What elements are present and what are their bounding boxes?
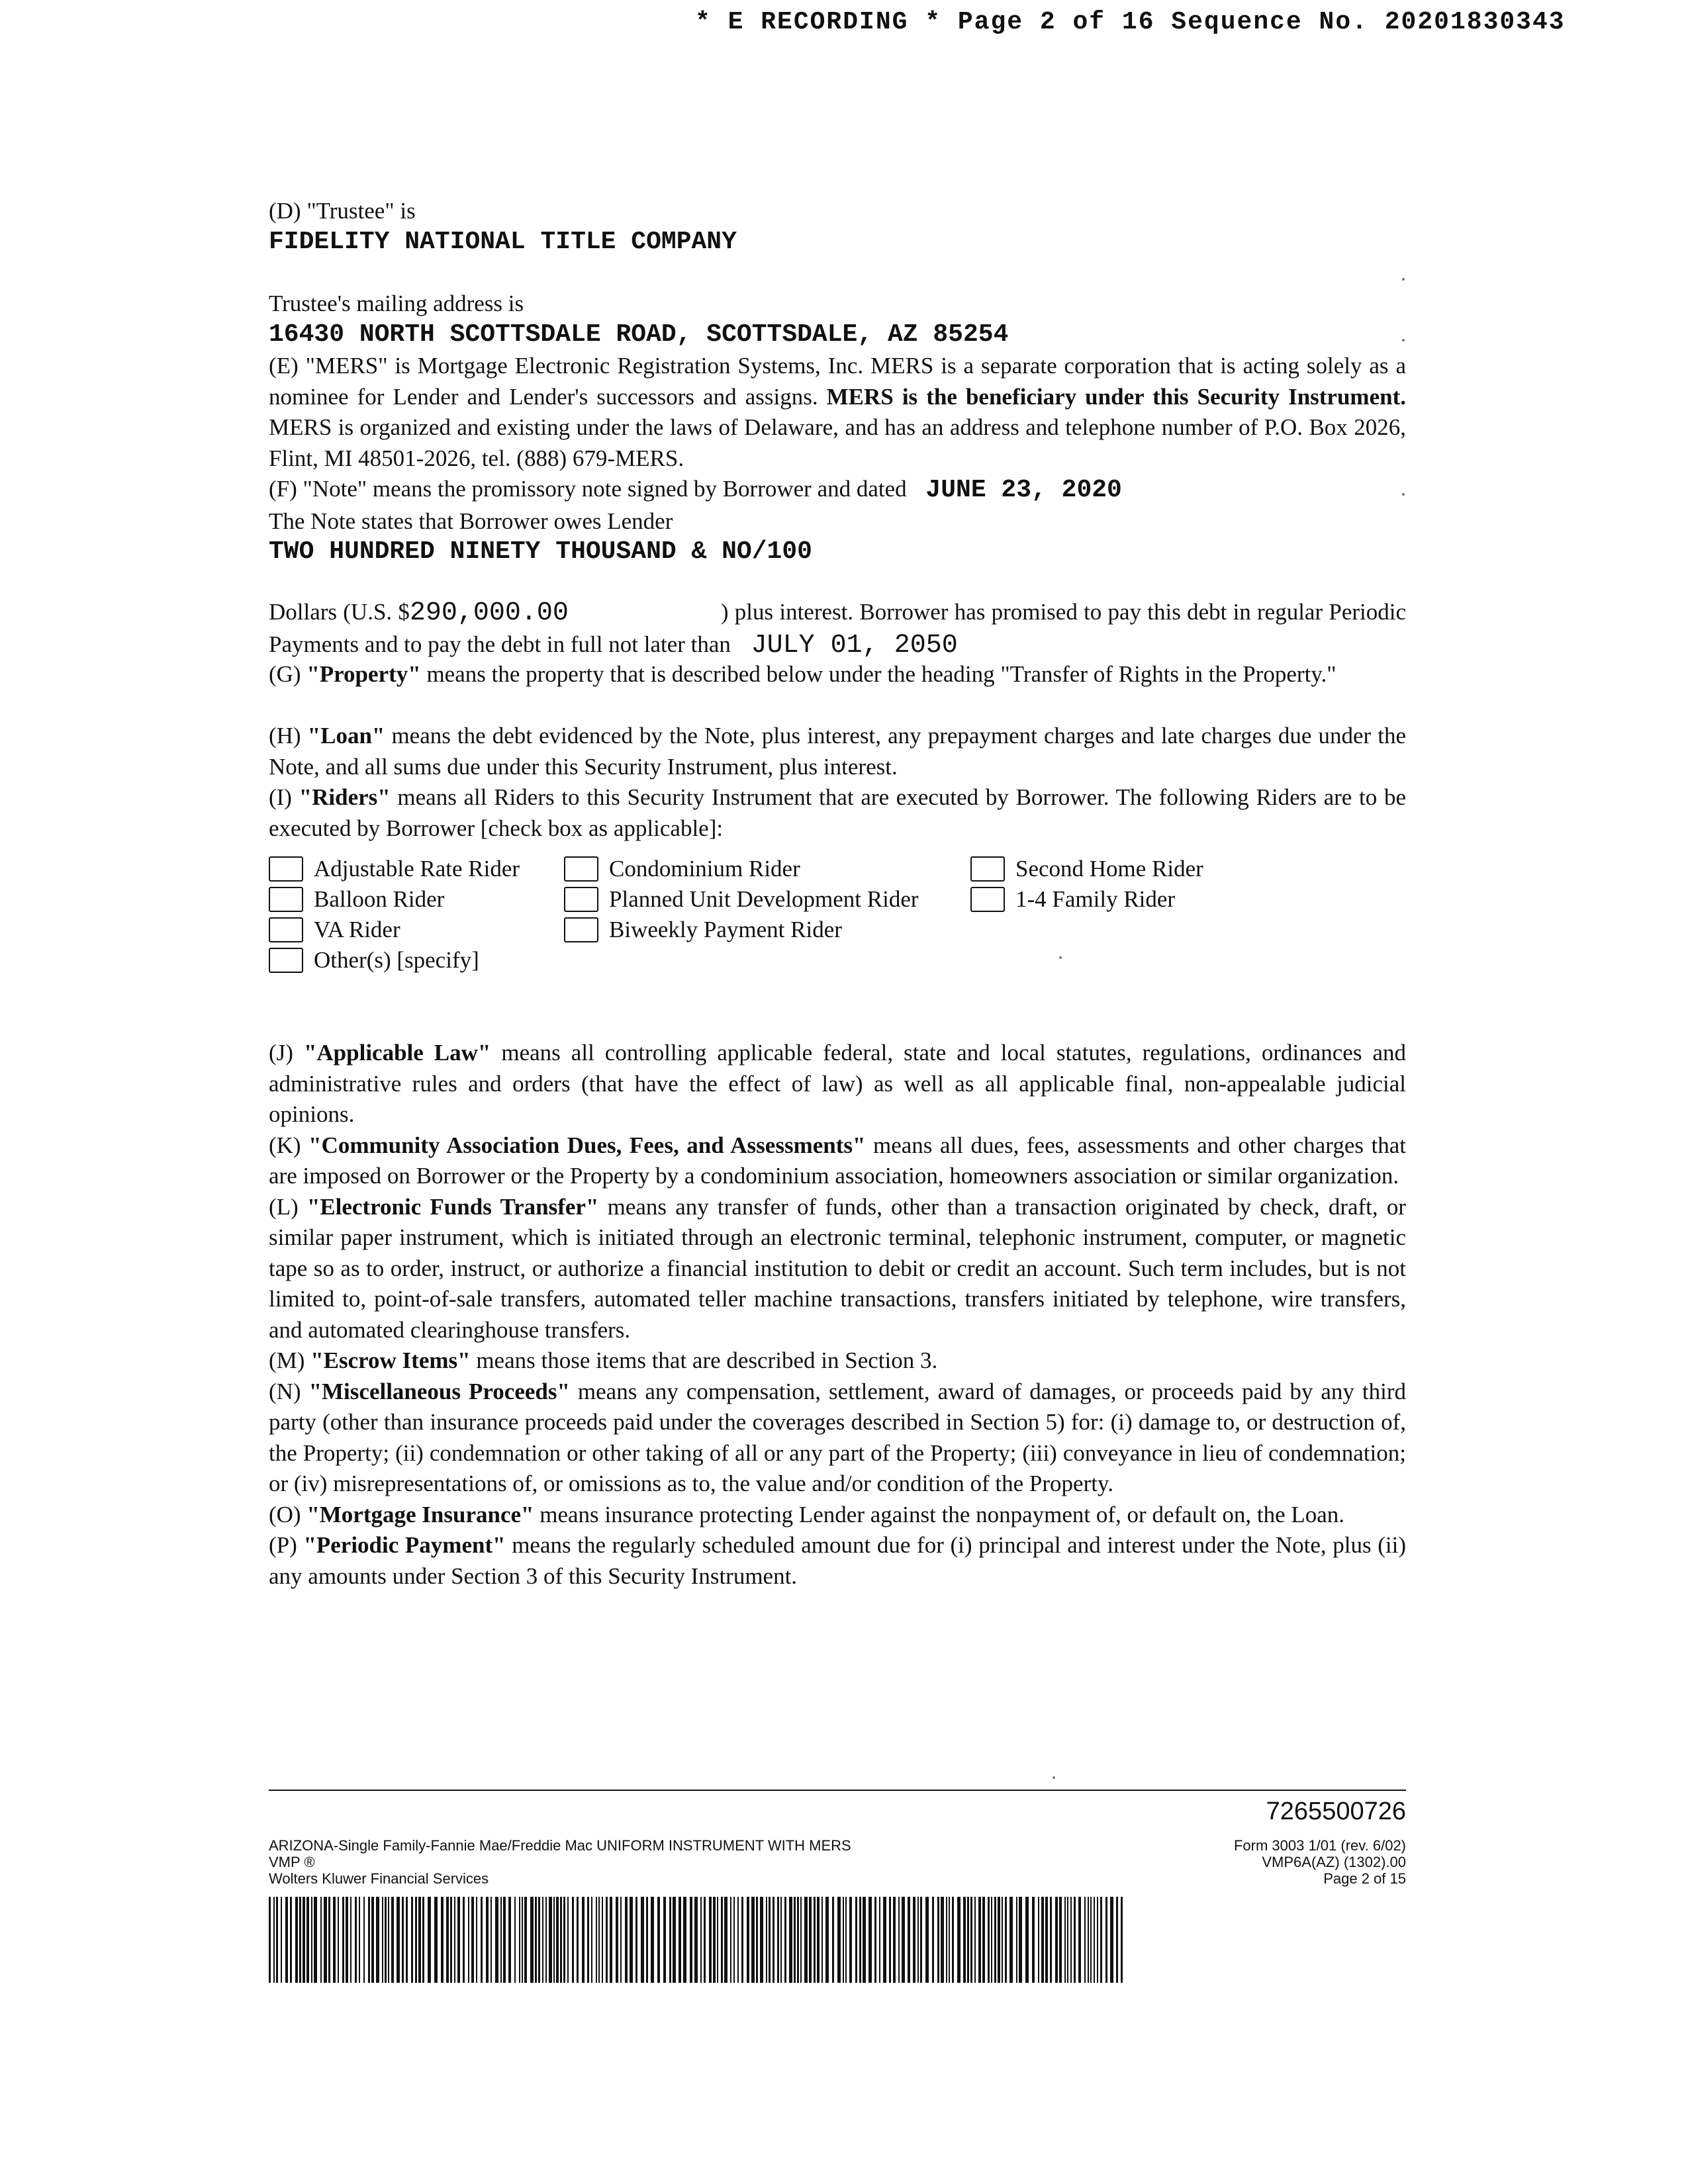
barcode-bar <box>635 1897 637 1983</box>
checkbox-other[interactable] <box>269 948 303 973</box>
barcode-bar <box>500 1897 502 1983</box>
barcode-bar <box>784 1897 786 1983</box>
barcode-bar <box>994 1897 996 1983</box>
rider-condominium[interactable] <box>564 854 800 885</box>
definition-periodic-payment <box>269 1530 1406 1592</box>
scan-speck <box>1402 278 1405 281</box>
barcode-bar <box>476 1897 477 1983</box>
barcode-bar <box>457 1897 460 1983</box>
rider-pud[interactable] <box>564 884 919 915</box>
barcode-bar <box>1070 1897 1072 1983</box>
barcode-bar <box>917 1897 919 1983</box>
definition-prefix: (P) <box>269 1532 304 1558</box>
note-amount-words: TWO HUNDRED NINETY THOUSAND & NO/100 <box>269 537 812 566</box>
barcode-bar <box>1045 1897 1048 1983</box>
barcode-bar <box>598 1897 600 1983</box>
barcode-bar <box>382 1897 383 1983</box>
barcode-bar <box>514 1897 516 1983</box>
definition-term: "Periodic Payment" <box>303 1532 506 1558</box>
mers-lead: (E) "MERS" is Mortgage Electronic Registration Systems, Inc. MERS is a separate corporation that is acting solely as a nominee for Lender and Lender's successors and assigns. <box>269 353 1406 410</box>
barcode-bar <box>657 1897 660 1983</box>
barcode-bar <box>1016 1897 1017 1983</box>
barcode-bar <box>553 1897 555 1983</box>
trustee-address: 16430 NORTH SCOTTSDALE ROAD, SCOTTSDALE, AZ 85254 <box>269 320 1009 349</box>
barcode-graphic <box>269 1897 1123 1983</box>
barcode-bar <box>1019 1897 1022 1983</box>
barcode-bar <box>713 1897 716 1983</box>
barcode-bar <box>616 1897 618 1983</box>
barcode-bar <box>1121 1897 1123 1983</box>
checkbox-second-home[interactable] <box>970 856 1005 882</box>
barcode-bar <box>530 1897 534 1983</box>
barcode-bar <box>560 1897 562 1983</box>
barcode-bar <box>797 1897 799 1983</box>
definition-prefix: (N) <box>269 1378 309 1404</box>
barcode-bar <box>777 1897 779 1983</box>
barcode-bar <box>898 1897 900 1983</box>
checkbox-condominium[interactable] <box>564 856 598 882</box>
barcode-bar <box>1025 1897 1029 1983</box>
barcode-bar <box>669 1897 671 1983</box>
barcode-bar <box>952 1897 954 1983</box>
barcode-bar <box>651 1897 654 1983</box>
barcode-bar <box>1032 1897 1035 1983</box>
barcode-bar <box>1088 1897 1089 1983</box>
checkbox-va[interactable] <box>269 917 303 942</box>
barcode-bar <box>747 1897 749 1983</box>
definition-applicable-law <box>269 1038 1406 1130</box>
barcode-bar <box>1078 1897 1081 1983</box>
barcode-bar <box>606 1897 608 1983</box>
definition-term: "Community Association Dues, Fees, and Assessments" <box>308 1132 866 1158</box>
rider-label: VA Rider <box>314 917 400 942</box>
riders-text: means all Riders to this Security Instrument that are executed by Borrower. The following Riders are to be executed by Borrower [check box as applicable]: <box>269 784 1406 841</box>
property-term: "Property" <box>306 661 421 687</box>
note-amount: 290,000.00 <box>409 598 569 628</box>
barcode-bar <box>1097 1897 1098 1983</box>
barcode-bar <box>519 1897 520 1983</box>
barcode-bar <box>988 1897 990 1983</box>
barcode-bar <box>368 1897 370 1983</box>
barcode-bar <box>978 1897 981 1983</box>
barcode-bar <box>591 1897 592 1983</box>
barcode-bar <box>694 1897 698 1983</box>
barcode-bar <box>441 1897 444 1983</box>
barcode-bar <box>760 1897 763 1983</box>
barcode-bar <box>495 1897 498 1983</box>
barcode-bar <box>974 1897 976 1983</box>
barcode-bar <box>925 1897 929 1983</box>
trustee-name: FIDELITY NATIONAL TITLE COMPANY <box>269 227 737 256</box>
barcode-bar <box>1055 1897 1058 1983</box>
form-description <box>269 1837 851 1887</box>
dollars-suffix: ) plus interest. Borrower has promised to pay this debt in regular Periodic Payments and to pay the debt in full not later than <box>269 599 1406 657</box>
scan-speck <box>1402 493 1405 496</box>
scan-speck <box>1059 956 1062 959</box>
loan-number: 7265500726 <box>1266 1797 1406 1825</box>
barcode-bar <box>908 1897 910 1983</box>
barcode-bar <box>391 1897 394 1983</box>
barcode-bar <box>730 1897 731 1983</box>
barcode-bar <box>563 1897 565 1983</box>
barcode-bar <box>883 1897 886 1983</box>
barcode-bar <box>1041 1897 1044 1983</box>
barcode-bar <box>1064 1897 1066 1983</box>
barcode-bar <box>276 1897 278 1983</box>
barcode-bar <box>733 1897 735 1983</box>
definition-term: "Electronic Funds Transfer" <box>306 1193 599 1220</box>
definition-eft <box>269 1192 1406 1346</box>
barcode-bar <box>468 1897 469 1983</box>
barcode-bar <box>1009 1897 1013 1983</box>
barcode-bar <box>814 1897 816 1983</box>
barcode-bar <box>1090 1897 1092 1983</box>
definition-term: "Escrow Items" <box>310 1347 471 1373</box>
barcode-bar <box>1038 1897 1039 1983</box>
barcode-bar <box>845 1897 847 1983</box>
checkbox-1-4-family[interactable] <box>970 887 1005 912</box>
rider-second-home[interactable] <box>970 854 1203 885</box>
barcode-bar <box>721 1897 723 1983</box>
note-owes: The Note states that Borrower owes Lender <box>269 508 673 534</box>
barcode-bar <box>1074 1897 1076 1983</box>
barcode-bar <box>314 1897 317 1983</box>
barcode-bar <box>957 1897 961 1983</box>
barcode-bar <box>602 1897 603 1983</box>
definition-text: means all dues, fees, assessments and other charges that are imposed on Borrower or the Property by a condominium association, homeowners association or similar organization. <box>269 1132 1407 1189</box>
property-definition <box>269 659 1406 690</box>
barcode-bar <box>941 1897 944 1983</box>
definition-term: "Mortgage Insurance" <box>306 1501 534 1527</box>
barcode-bar <box>454 1897 455 1983</box>
barcode-bar <box>545 1897 547 1983</box>
recording-stamp: * E RECORDING * Page 2 of 16 Sequence No. 20201830343 <box>695 8 1566 36</box>
barcode-bar <box>422 1897 424 1983</box>
definition-prefix: (J) <box>269 1040 304 1066</box>
barcode-bar <box>428 1897 431 1983</box>
barcode-bar <box>610 1897 612 1983</box>
barcode-bar <box>646 1897 648 1983</box>
barcode-bar <box>967 1897 969 1983</box>
barcode-bar <box>641 1897 644 1983</box>
barcode-bar <box>522 1897 523 1983</box>
definition-prefix: (K) <box>269 1132 309 1158</box>
barcode-bar <box>434 1897 438 1983</box>
barcode-bar <box>577 1897 579 1983</box>
form-line-3: Wolters Kluwer Financial Services <box>269 1870 489 1887</box>
barcode-bar <box>855 1897 857 1983</box>
loan-text: means the debt evidenced by the Note, plus interest, any prepayment charges and late charges due under the Note, and all sums due under this Security Instrument, plus interest. <box>269 723 1406 780</box>
loan-term: "Loan" <box>307 723 385 749</box>
barcode-bar <box>486 1897 489 1983</box>
barcode-bar <box>673 1897 676 1983</box>
rider-adjustable-rate[interactable] <box>269 854 520 885</box>
barcode-bar <box>359 1897 360 1983</box>
riders-definition <box>269 782 1406 844</box>
rider-label: Balloon Rider <box>314 886 445 912</box>
definition-text: means insurance protecting Lender against the nonpayment of, or default on, the Loan. <box>534 1501 1345 1527</box>
rider-label: Second Home Rider <box>1015 856 1203 882</box>
rider-label: 1-4 Family Rider <box>1015 886 1176 912</box>
barcode-bar <box>471 1897 474 1983</box>
barcode-bar <box>849 1897 852 1983</box>
barcode-bar <box>388 1897 389 1983</box>
note-lead: (F) "Note" means the promissory note signed by Borrower and dated <box>269 476 907 502</box>
barcode-bar <box>982 1897 985 1983</box>
barcode-bar <box>879 1897 880 1983</box>
barcode-bar <box>932 1897 934 1983</box>
barcode-bar <box>596 1897 597 1983</box>
barcode-bar <box>363 1897 365 1983</box>
barcode-bar <box>874 1897 876 1983</box>
barcode-bar <box>780 1897 782 1983</box>
definition-community-dues <box>269 1130 1406 1192</box>
barcode-bar <box>346 1897 348 1983</box>
barcode-bar <box>949 1897 950 1983</box>
barcode-bar <box>630 1897 633 1983</box>
barcode-bar <box>1005 1897 1007 1983</box>
barcode-bar <box>717 1897 718 1983</box>
trustee-label: (D) "Trustee" is <box>269 198 416 224</box>
barcode-bar <box>311 1897 312 1983</box>
barcode-bar <box>863 1897 866 1983</box>
barcode-bar <box>411 1897 413 1983</box>
barcode-bar <box>741 1897 743 1983</box>
trustee-address-label: Trustee's mailing address is <box>269 291 524 316</box>
barcode-bar <box>837 1897 841 1983</box>
barcode-bar <box>804 1897 808 1983</box>
barcode-bar <box>663 1897 666 1983</box>
rider-balloon[interactable] <box>269 884 444 915</box>
barcode-bar <box>690 1897 692 1983</box>
loan-prefix: (H) <box>269 723 308 749</box>
definition-text: means any transfer of funds, other than a transaction originated by check, draft, or similar paper instrument, which is initiated through an electronic terminal, telephonic instrument, computer, or magnetic tape so as to order, instruct, or authorize a financial institution to debit or credit an account. Such term includes, but is not limited to, point-of-sale transfers, automated teller machine transactions, transfers initiated by telephone, wire transfers, and automated clearinghouse transfers. <box>269 1193 1407 1343</box>
definition-misc-proceeds <box>269 1377 1406 1500</box>
barcode-bar <box>402 1897 404 1983</box>
note-paragraph <box>269 474 1406 568</box>
barcode-bar <box>832 1897 834 1983</box>
barcode-bar <box>503 1897 506 1983</box>
form-id-1: Form 3003 1/01 (rev. 6/02) <box>1233 1837 1406 1854</box>
form-line-2: VMP ® <box>269 1854 315 1870</box>
barcode-bar <box>303 1897 305 1983</box>
barcode-bar <box>342 1897 344 1983</box>
barcode-bar <box>376 1897 379 1983</box>
barcode-bar <box>724 1897 727 1983</box>
barcode-bar <box>463 1897 465 1983</box>
barcode-bar <box>446 1897 449 1983</box>
barcode-bar <box>385 1897 387 1983</box>
barcode-bar <box>700 1897 702 1983</box>
barcode-bar <box>800 1897 802 1983</box>
barcode-bar <box>817 1897 820 1983</box>
barcode-bar <box>751 1897 755 1983</box>
mers-bold: MERS is the beneficiary under this Security Instrument. <box>826 383 1406 410</box>
rider-label: Biweekly Payment Rider <box>609 917 842 942</box>
barcode-bar <box>524 1897 527 1983</box>
barcode-bar <box>756 1897 758 1983</box>
barcode-bar <box>508 1897 511 1983</box>
barcode-bar <box>324 1897 327 1983</box>
riders-term: "Riders" <box>299 784 391 810</box>
barcode-bar <box>1105 1897 1107 1983</box>
barcode-bar <box>1110 1897 1113 1983</box>
barcode-bar <box>320 1897 322 1983</box>
barcode-bar <box>450 1897 452 1983</box>
footer-rule <box>269 1790 1406 1791</box>
barcode-bar <box>355 1897 357 1983</box>
rider-label: Other(s) [specify] <box>314 947 479 973</box>
barcode-bar <box>535 1897 537 1983</box>
barcode-bar <box>868 1897 872 1983</box>
dollars-paragraph <box>269 597 1406 661</box>
barcode-bar <box>567 1897 569 1983</box>
mers-rest: MERS is organized and existing under the laws of Delaware, and has an address and telephone number of P.O. Box 2026, Flint, MI 48501-2026, tel. (888) 679-MERS. <box>269 414 1406 471</box>
note-date: JUNE 23, 2020 <box>925 476 1122 504</box>
barcode-bar <box>737 1897 739 1983</box>
rider-label: Adjustable Rate Rider <box>314 856 520 882</box>
barcode-bar <box>704 1897 706 1983</box>
barcode-bar <box>269 1897 271 1983</box>
barcode-bar <box>809 1897 812 1983</box>
barcode-bar <box>572 1897 574 1983</box>
barcode-bar <box>859 1897 861 1983</box>
barcode-bar <box>333 1897 336 1983</box>
rider-label: Planned Unit Development Rider <box>609 886 919 912</box>
barcode-bar <box>683 1897 686 1983</box>
barcode-bar <box>843 1897 844 1983</box>
barcode-bar <box>825 1897 829 1983</box>
definition-mortgage-insurance <box>269 1500 1406 1531</box>
barcode-bar <box>281 1897 282 1983</box>
definition-text: means those items that are described in Section 3. <box>470 1347 938 1373</box>
form-id-2: VMP6A(AZ) (1302).00 <box>1262 1854 1406 1870</box>
barcode-bar <box>709 1897 712 1983</box>
definition-prefix: (L) <box>269 1193 307 1220</box>
barcode-bar <box>1067 1897 1068 1983</box>
barcode-bar <box>549 1897 552 1983</box>
barcode-bar <box>766 1897 767 1983</box>
barcode-bar <box>481 1897 483 1983</box>
barcode-bar <box>920 1897 922 1983</box>
definition-prefix: (O) <box>269 1501 307 1527</box>
page-number: Page 2 of 15 <box>1323 1870 1406 1887</box>
barcode-bar <box>773 1897 774 1983</box>
barcode-bar <box>620 1897 622 1983</box>
barcode-bar <box>582 1897 585 1983</box>
barcode-bar <box>1002 1897 1003 1983</box>
checkbox-pud[interactable] <box>564 887 598 912</box>
checkbox-balloon[interactable] <box>269 887 303 912</box>
definition-term: "Applicable Law" <box>303 1040 491 1066</box>
definition-text: means any compensation, settlement, award of damages, or proceeds paid by any third party (other than insurance proceeds paid under the coverages described in Section 5) for: (i) damage to, or destruction of, the Property; (ii) condemnation or other taking of all or any part of the Property; (iii) conveyance in lieu of condemnation; or (iv) misrepresentations of, or omissions as to, the value and/or condition of the Property. <box>269 1378 1406 1496</box>
barcode-bar <box>285 1897 288 1983</box>
barcode-bar <box>963 1897 966 1983</box>
property-text: means the property that is described below under the heading "Transfer of Rights in the Property." <box>420 661 1336 687</box>
definition-term: "Miscellaneous Proceeds" <box>308 1378 570 1404</box>
barcode-bar <box>991 1897 992 1983</box>
barcode-bar <box>338 1897 339 1983</box>
barcode-bar <box>1094 1897 1095 1983</box>
dollars-prefix: Dollars (U.S. $ <box>269 599 410 625</box>
definition-text: means the regularly scheduled amount due for (i) principal and interest under the Note, plus (ii) any amounts under Section 3 of this Security Instrument. <box>269 1532 1407 1589</box>
definition-prefix: (M) <box>269 1347 311 1373</box>
barcode-bar <box>328 1897 330 1983</box>
rider-va[interactable] <box>269 915 400 946</box>
barcode-bar <box>299 1897 301 1983</box>
barcode-bar <box>587 1897 589 1983</box>
barcode-bar <box>350 1897 352 1983</box>
rider-1-4-family[interactable] <box>970 884 1175 915</box>
barcode-bar <box>1100 1897 1102 1983</box>
property-prefix: (G) <box>269 661 307 687</box>
barcode-bar <box>970 1897 972 1983</box>
definition-text: means all controlling applicable federal, state and local statutes, regulations, ordinances and administrative rules and orders (that have the effect of law) as well as all applicable final, non-appealable judicial opinions. <box>269 1040 1407 1127</box>
barcode-bar <box>371 1897 374 1983</box>
rider-other[interactable] <box>269 945 479 976</box>
barcode-bar <box>415 1897 417 1983</box>
barcode-bar <box>290 1897 292 1983</box>
barcode-bar <box>1050 1897 1052 1983</box>
barcode-bar <box>625 1897 628 1983</box>
barcode-bar <box>821 1897 823 1983</box>
barcode-bar <box>306 1897 309 1983</box>
barcode-bar <box>902 1897 905 1983</box>
checkbox-adjustable-rate[interactable] <box>269 856 303 882</box>
definitions-list <box>269 1038 1406 1592</box>
riders-prefix: (I) <box>269 784 299 810</box>
definition-escrow-items <box>269 1345 1406 1377</box>
barcode-bar <box>1059 1897 1062 1983</box>
barcode-bar <box>998 1897 1000 1983</box>
barcode-bar <box>946 1897 947 1983</box>
maturity-date: JULY 01, 2050 <box>751 630 958 660</box>
barcode-bar <box>418 1897 421 1983</box>
trustee-address-section <box>269 289 1406 350</box>
barcode-bar <box>937 1897 939 1983</box>
mers-paragraph <box>269 351 1406 474</box>
barcode-bar <box>913 1897 915 1983</box>
barcode-bar <box>273 1897 275 1983</box>
form-line-1: ARIZONA-Single Family-Fannie Mae/Freddie Mac UNIFORM INSTRUMENT WITH MERS <box>269 1837 851 1854</box>
barcode-bar <box>491 1897 492 1983</box>
barcode-bar <box>542 1897 543 1983</box>
barcode-bar <box>406 1897 408 1983</box>
trustee-section <box>269 196 1406 257</box>
barcode-bar <box>538 1897 540 1983</box>
barcode-bar <box>769 1897 771 1983</box>
barcode-bar <box>1084 1897 1086 1983</box>
form-identifier <box>1234 1837 1406 1887</box>
barcode-bar <box>295 1897 298 1983</box>
barcode-bar <box>397 1897 400 1983</box>
barcode-bar <box>679 1897 681 1983</box>
rider-biweekly[interactable] <box>564 915 842 946</box>
barcode-bar <box>889 1897 891 1983</box>
barcode-bar <box>789 1897 792 1983</box>
rider-label: Condominium Rider <box>609 856 800 882</box>
loan-definition <box>269 721 1406 782</box>
checkbox-biweekly[interactable] <box>564 917 598 942</box>
scan-speck <box>1053 1776 1055 1779</box>
barcode-bar <box>1116 1897 1118 1983</box>
barcode-bar <box>556 1897 559 1983</box>
barcode-bar <box>794 1897 796 1983</box>
barcode-bar <box>893 1897 896 1983</box>
scan-speck <box>1402 339 1405 341</box>
